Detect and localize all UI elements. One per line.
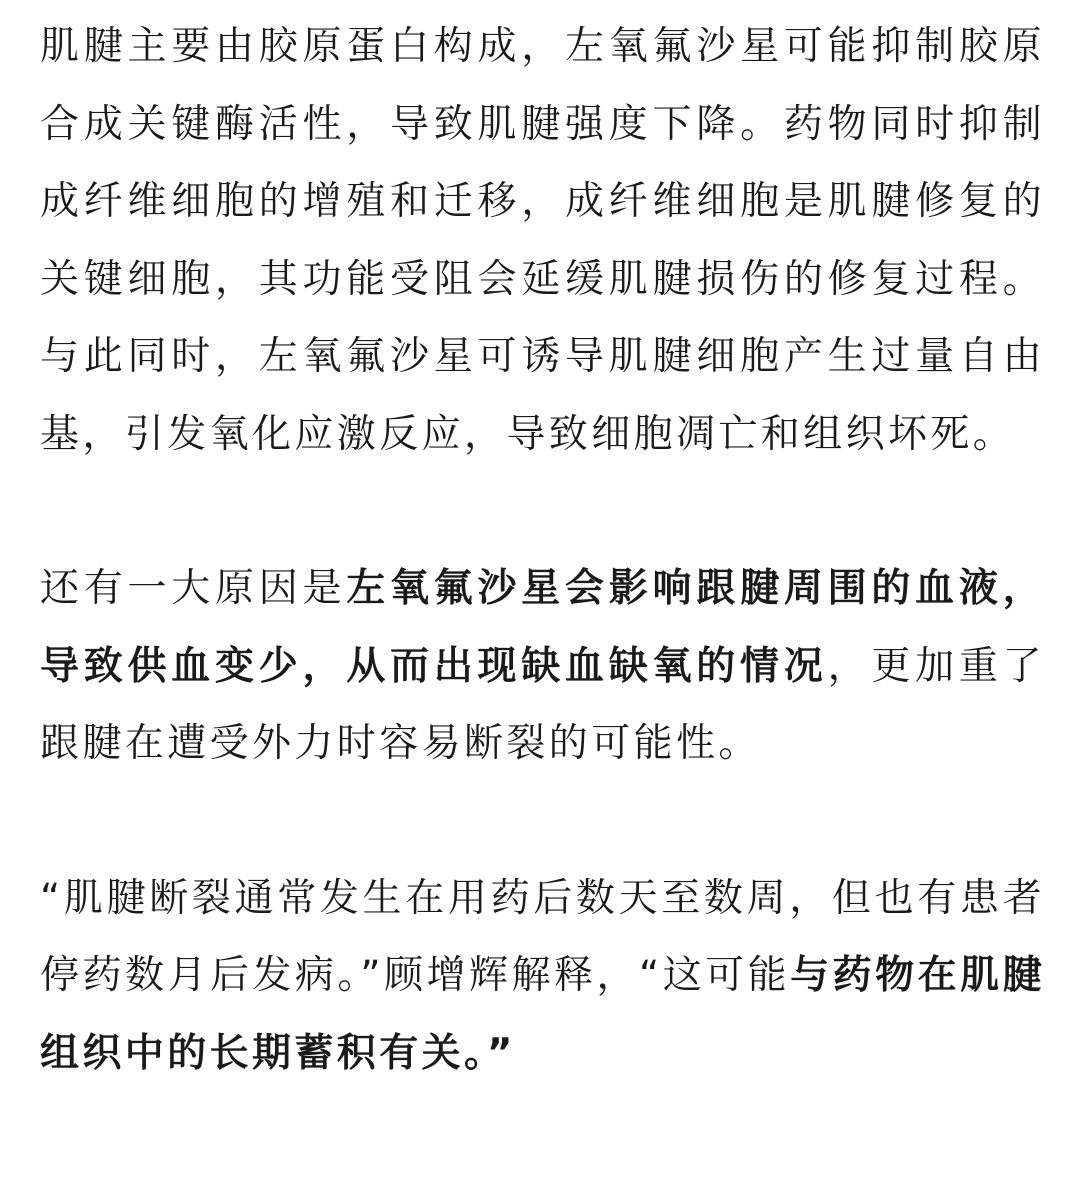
article-body xyxy=(40,8,1045,1092)
emphasized-quote-text: 与药物在肌腱组织中的长期蓄积有关。” xyxy=(40,953,1045,1076)
paragraph-blood-supply xyxy=(40,550,1045,783)
emphasized-text: 左氧氟沙星会影响跟腱周围的血液，导致供血变少，从而出现缺血缺氧的情况 xyxy=(40,566,1045,689)
paragraph-quote xyxy=(40,860,1045,1093)
paragraph-mechanism xyxy=(40,8,1045,473)
paragraph-text: ，更加重了跟腱在遭受外力时容易断裂的可能性。 xyxy=(40,643,1045,766)
quote-text: “肌腱断裂通常发生在用药后数天至数周，但也有患者停药数月后发病。”顾增辉解释，“这可能 xyxy=(40,875,1045,998)
paragraph-text: 肌腱主要由胶原蛋白构成，左氧氟沙星可能抑制胶原合成关键酶活性，导致肌腱强度下降。药物同时抑制成纤维细胞的增殖和迁移，成纤维细胞是肌腱修复的关键细胞，其功能受阻会延缓肌腱损伤的修复过程。与此同时，左氧氟沙星可诱导肌腱细胞产生过量自由基，引发氧化应激反应，导致细胞凋亡和组织坏死。 xyxy=(40,24,1045,457)
paragraph-text: 还有一大原因是 xyxy=(40,566,347,611)
